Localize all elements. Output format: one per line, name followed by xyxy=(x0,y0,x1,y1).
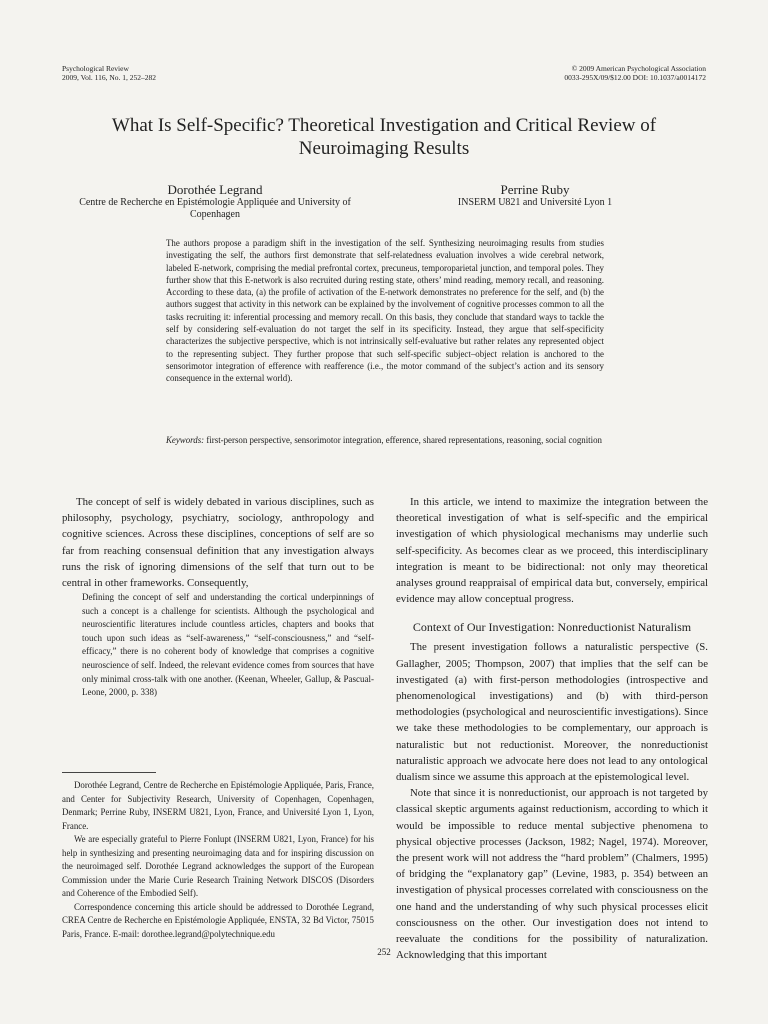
keywords-label: Keywords: xyxy=(166,435,205,445)
left-column xyxy=(62,494,374,591)
body-paragraph: In this article, we intend to maximize the integration between the theoretical investigation of what is self-specific and the empirical investigation of which physiological mechanisms may underlie such self-specificity. As becomes clear as we proceed, this interdisciplinary integration is meant to be bidirectional: not only may theoretical analyses ground reappraisal of empirical data but, conversely, empirical evidence may allow conceptual progress. xyxy=(396,496,708,606)
intro-paragraph: The concept of self is widely debated in various disciplines, such as philosophy, psychology, psychiatry, sociology, anthropology and cognitive sciences. Across these disciplines, conceptions of self are so far from reaching consensual definition that any investigation always runs the risk of ignoring dimensions of the self that turn out to be central in other frameworks. Consequently, xyxy=(62,496,374,590)
journal-name: Psychological Review xyxy=(62,64,129,73)
keywords xyxy=(166,434,604,446)
author-block xyxy=(70,182,360,220)
volume-info: 2009, Vol. 116, No. 1, 252–282 xyxy=(62,73,157,82)
copyright-header xyxy=(564,64,706,82)
author-name: Perrine Ruby xyxy=(500,182,570,197)
article-title: What Is Self-Specific? Theoretical Investigation and Critical Review of Neuroimaging Results xyxy=(111,115,657,159)
author-name: Dorothée Legrand xyxy=(167,182,263,197)
footnote-correspondence: Correspondence concerning this article should be addressed to Dorothée Legrand, CREA Centre de Recherche en Epistémologie Appliquée, ENSTA, 32 Bd Victor, 75015 Paris, France. E-mail: dorothee.legrand@polytechnique.edu xyxy=(62,901,374,939)
abstract: The authors propose a paradigm shift in the investigation of the self. Synthesizing neuroimaging results from studies investigating the self, the authors first demonstrate that self-relatedness evaluation involves a wide cerebral network, labeled E-network, comprising the medial prefrontal cortex, precuneus, temporoparietal junction, and temporal poles. They further show that this E-network is also recruited during resting state, others’ mind reading, memory recall, and reasoning. According to these data, (a) the profile of activation of the E-network demonstrates no preference for the self, and (b) the authors suggest that activity in this network can be explained by the involvement of cognitive processes common to all the tasks recruiting it: inferential processing and memory recall. On this basis, they conclude that standard ways to tackle the self by considering self-evaluation do not target the self in its specificity. Instead, they argue that self-specificity characterizes the subjective perspective, which is not intrinsically self-evaluative but rather relates any represented object to the representing subject. They further propose that such self-specific subject–object relation is anchored to the sensorimotor integration of efference with reafference (i.e., the motor command of the subject’s action and its sensory consequence in the external world). xyxy=(166,238,604,384)
copyright-line: © 2009 American Psychological Association xyxy=(571,64,706,73)
right-column xyxy=(396,494,708,963)
footnote-acknowledgments: We are especially grateful to Pierre Fonlupt (INSERM U821, Lyon, France) for his help in synthesizing and presenting neuroimaging data and for inspiring discussion on the neuroimaged self. Dorothée Legrand acknowledges the support of the European Commission under the Marie Curie Research Training Network DISCOS (Disorders and Coherence of the Embodied Self). xyxy=(62,834,374,898)
author-affiliation: Centre de Recherche en Epistémologie Appliquée and University of Copenhagen xyxy=(79,197,351,220)
author-affiliation: INSERM U821 and Université Lyon 1 xyxy=(457,197,613,208)
section-heading: Context of Our Investigation: Nonreductionist Naturalism xyxy=(412,620,692,635)
journal-header xyxy=(62,64,156,82)
body-paragraph: Note that since it is nonreductionist, our approach is not targeted by classical skeptic arguments against reductionism, according to which it would be impossible to reduce mental subjective phenomena to physical objective processes (Jackson, 1982; Nagel, 1974). Moreover, the present work will not address the “hard problem” (Chalmers, 1995) of bridging the “explanatory gap” (Levine, 1983, p. 354) between an investigation of physical processes correlated with consciousness on the one hand and the understanding of why such physical processes elicit consciousness on the other. Our investigation does not intend to reevaluate the conditions for the possibility of naturalization. Acknowledging that this important xyxy=(396,787,708,962)
footnotes xyxy=(62,779,374,941)
footnote-divider xyxy=(62,772,156,773)
keywords-text: first-person perspective, sensorimotor integration, efference, shared representations, reasoning, social cognition xyxy=(206,435,602,445)
footnote-affiliations: Dorothée Legrand, Centre de Recherche en Epistémologie Appliquée, Paris, France, and Center for Subjectivity Research, University of Copenhagen, Copenhagen, Denmark; Perrine Ruby, INSERM U821, Lyon, France, and Université Lyon 1, Lyon, France. xyxy=(62,780,374,831)
body-paragraph: The present investigation follows a naturalistic perspective (S. Gallagher, 2005; Thompson, 2007) that implies that the self can be investigated (a) with first-person methodologies (introspective and phenomenological investigations) and (b) with third-person methodologies (psychological and neuroscientific investigations). Since we take these methodologies to be complementary, our approach is naturalistic but not reductionist. Moreover, the nonreductionist naturalistic approach we advocate here does not lead to any ontological dualism since we assume this approach at the epistemological level. xyxy=(396,641,708,784)
page-number: 252 xyxy=(377,947,391,957)
doi-line: 0033-295X/09/$12.00 DOI: 10.1037/a0014172 xyxy=(564,73,706,82)
author-block xyxy=(410,182,660,209)
block-quote: Defining the concept of self and understanding the cortical underpinnings of such a concept is a challenge for scientists. Although the psychological and neuroscientific literatures include countless articles, chapters and books that touch upon such ideas as “self-awareness,” “self-consciousness,” and “self-efficacy,” there is no coherent body of knowledge that comprises a cognitive neuroscience of self. Indeed, the relevant evidence comes from sources that have only minimal cross-talk with one another. (Keenan, Wheeler, Gallup, & Pascual-Leone, 2000, p. 338) xyxy=(82,592,374,698)
